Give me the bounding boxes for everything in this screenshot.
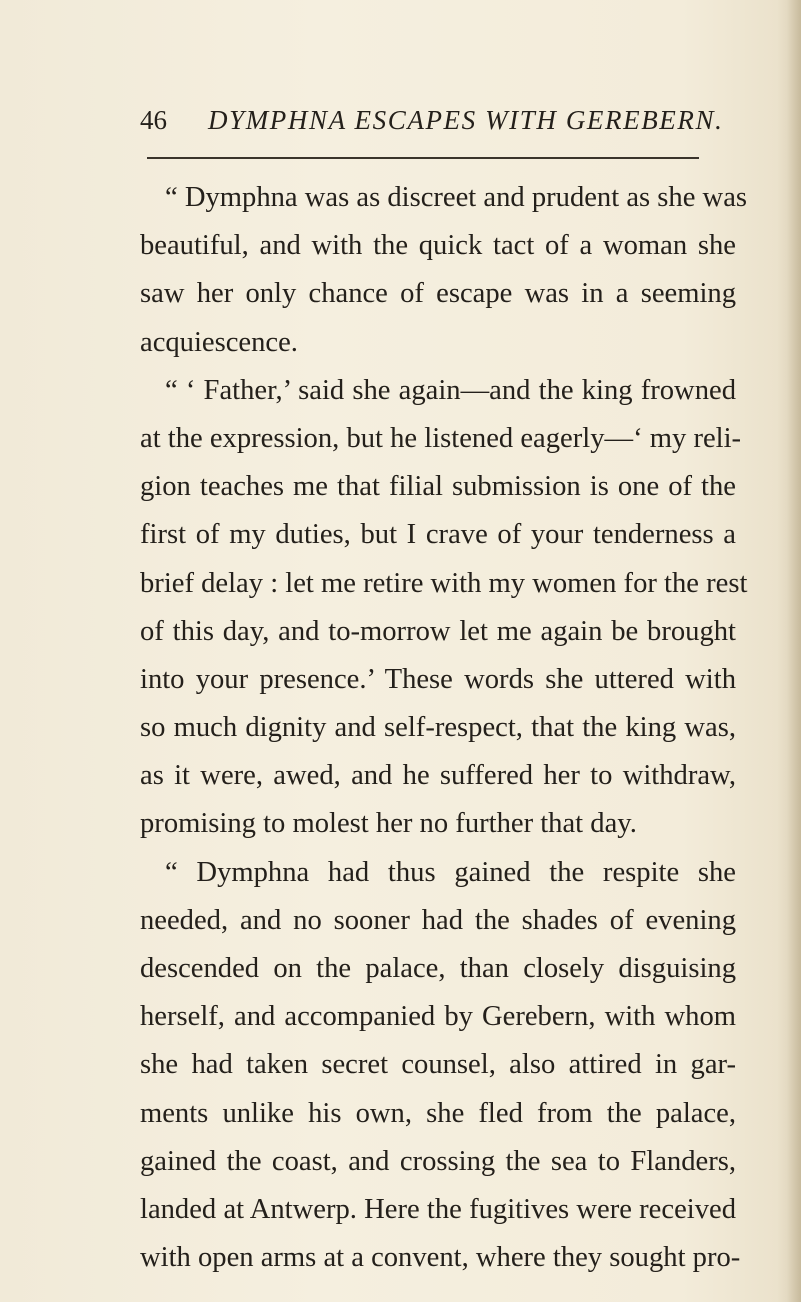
text-line: promising to molest her no further that day.	[140, 808, 637, 840]
text-line: “ Dymphna had thus gained the respite she	[165, 856, 736, 888]
text-line: at the expression, but he listened eagerly—‘ my reli-	[140, 422, 742, 454]
text-line: as it were, awed, and he suffered her to withdraw,	[140, 760, 736, 792]
running-title: DYMPHNA ESCAPES WITH GEREBERN.	[208, 105, 724, 135]
text-line: with open arms at a convent, where they sought pro-	[140, 1242, 741, 1274]
text-line: ments unlike his own, she fled from the palace,	[140, 1097, 736, 1129]
text-line: “ Dymphna was as discreet and prudent as she was	[165, 182, 748, 213]
text-line: of this day, and to-morrow let me again be brought	[140, 615, 736, 647]
text-line: beautiful, and with the quick tact of a woman she	[140, 230, 736, 262]
text-line: brief delay : let me retire with my women for the rest	[140, 567, 748, 599]
text-line: “ ‘ Father,’ said she again—and the king frowned	[165, 374, 736, 406]
text-line: descended on the palace, than closely disguising	[140, 953, 736, 984]
text-line: saw her only chance of escape was in a seeming	[140, 278, 736, 310]
text-line: so much dignity and self-respect, that the king was,	[140, 712, 736, 744]
text-line: needed, and no sooner had the shades of evening	[140, 904, 736, 936]
text-line: landed at Antwerp. Here the fugitives were received	[140, 1193, 736, 1225]
text-line: herself, and accompanied by Gerebern, with whom	[140, 1001, 736, 1033]
text-line: gained the coast, and crossing the sea to Flanders,	[140, 1145, 736, 1177]
page-number: 46	[140, 105, 167, 135]
text-line: she had taken secret counsel, also attired in gar-	[140, 1049, 736, 1081]
body-text	[140, 174, 748, 1282]
text-line: first of my duties, but I crave of your tenderness a	[140, 519, 736, 551]
text-line: gion teaches me that filial submission is one of the	[140, 471, 736, 503]
page-header	[140, 100, 724, 140]
header-rule	[147, 157, 699, 159]
text-line: into your presence.’ These words she uttered with	[140, 663, 736, 695]
page-edge-shadow	[787, 0, 801, 1302]
text-line: acquiescence.	[140, 326, 298, 358]
